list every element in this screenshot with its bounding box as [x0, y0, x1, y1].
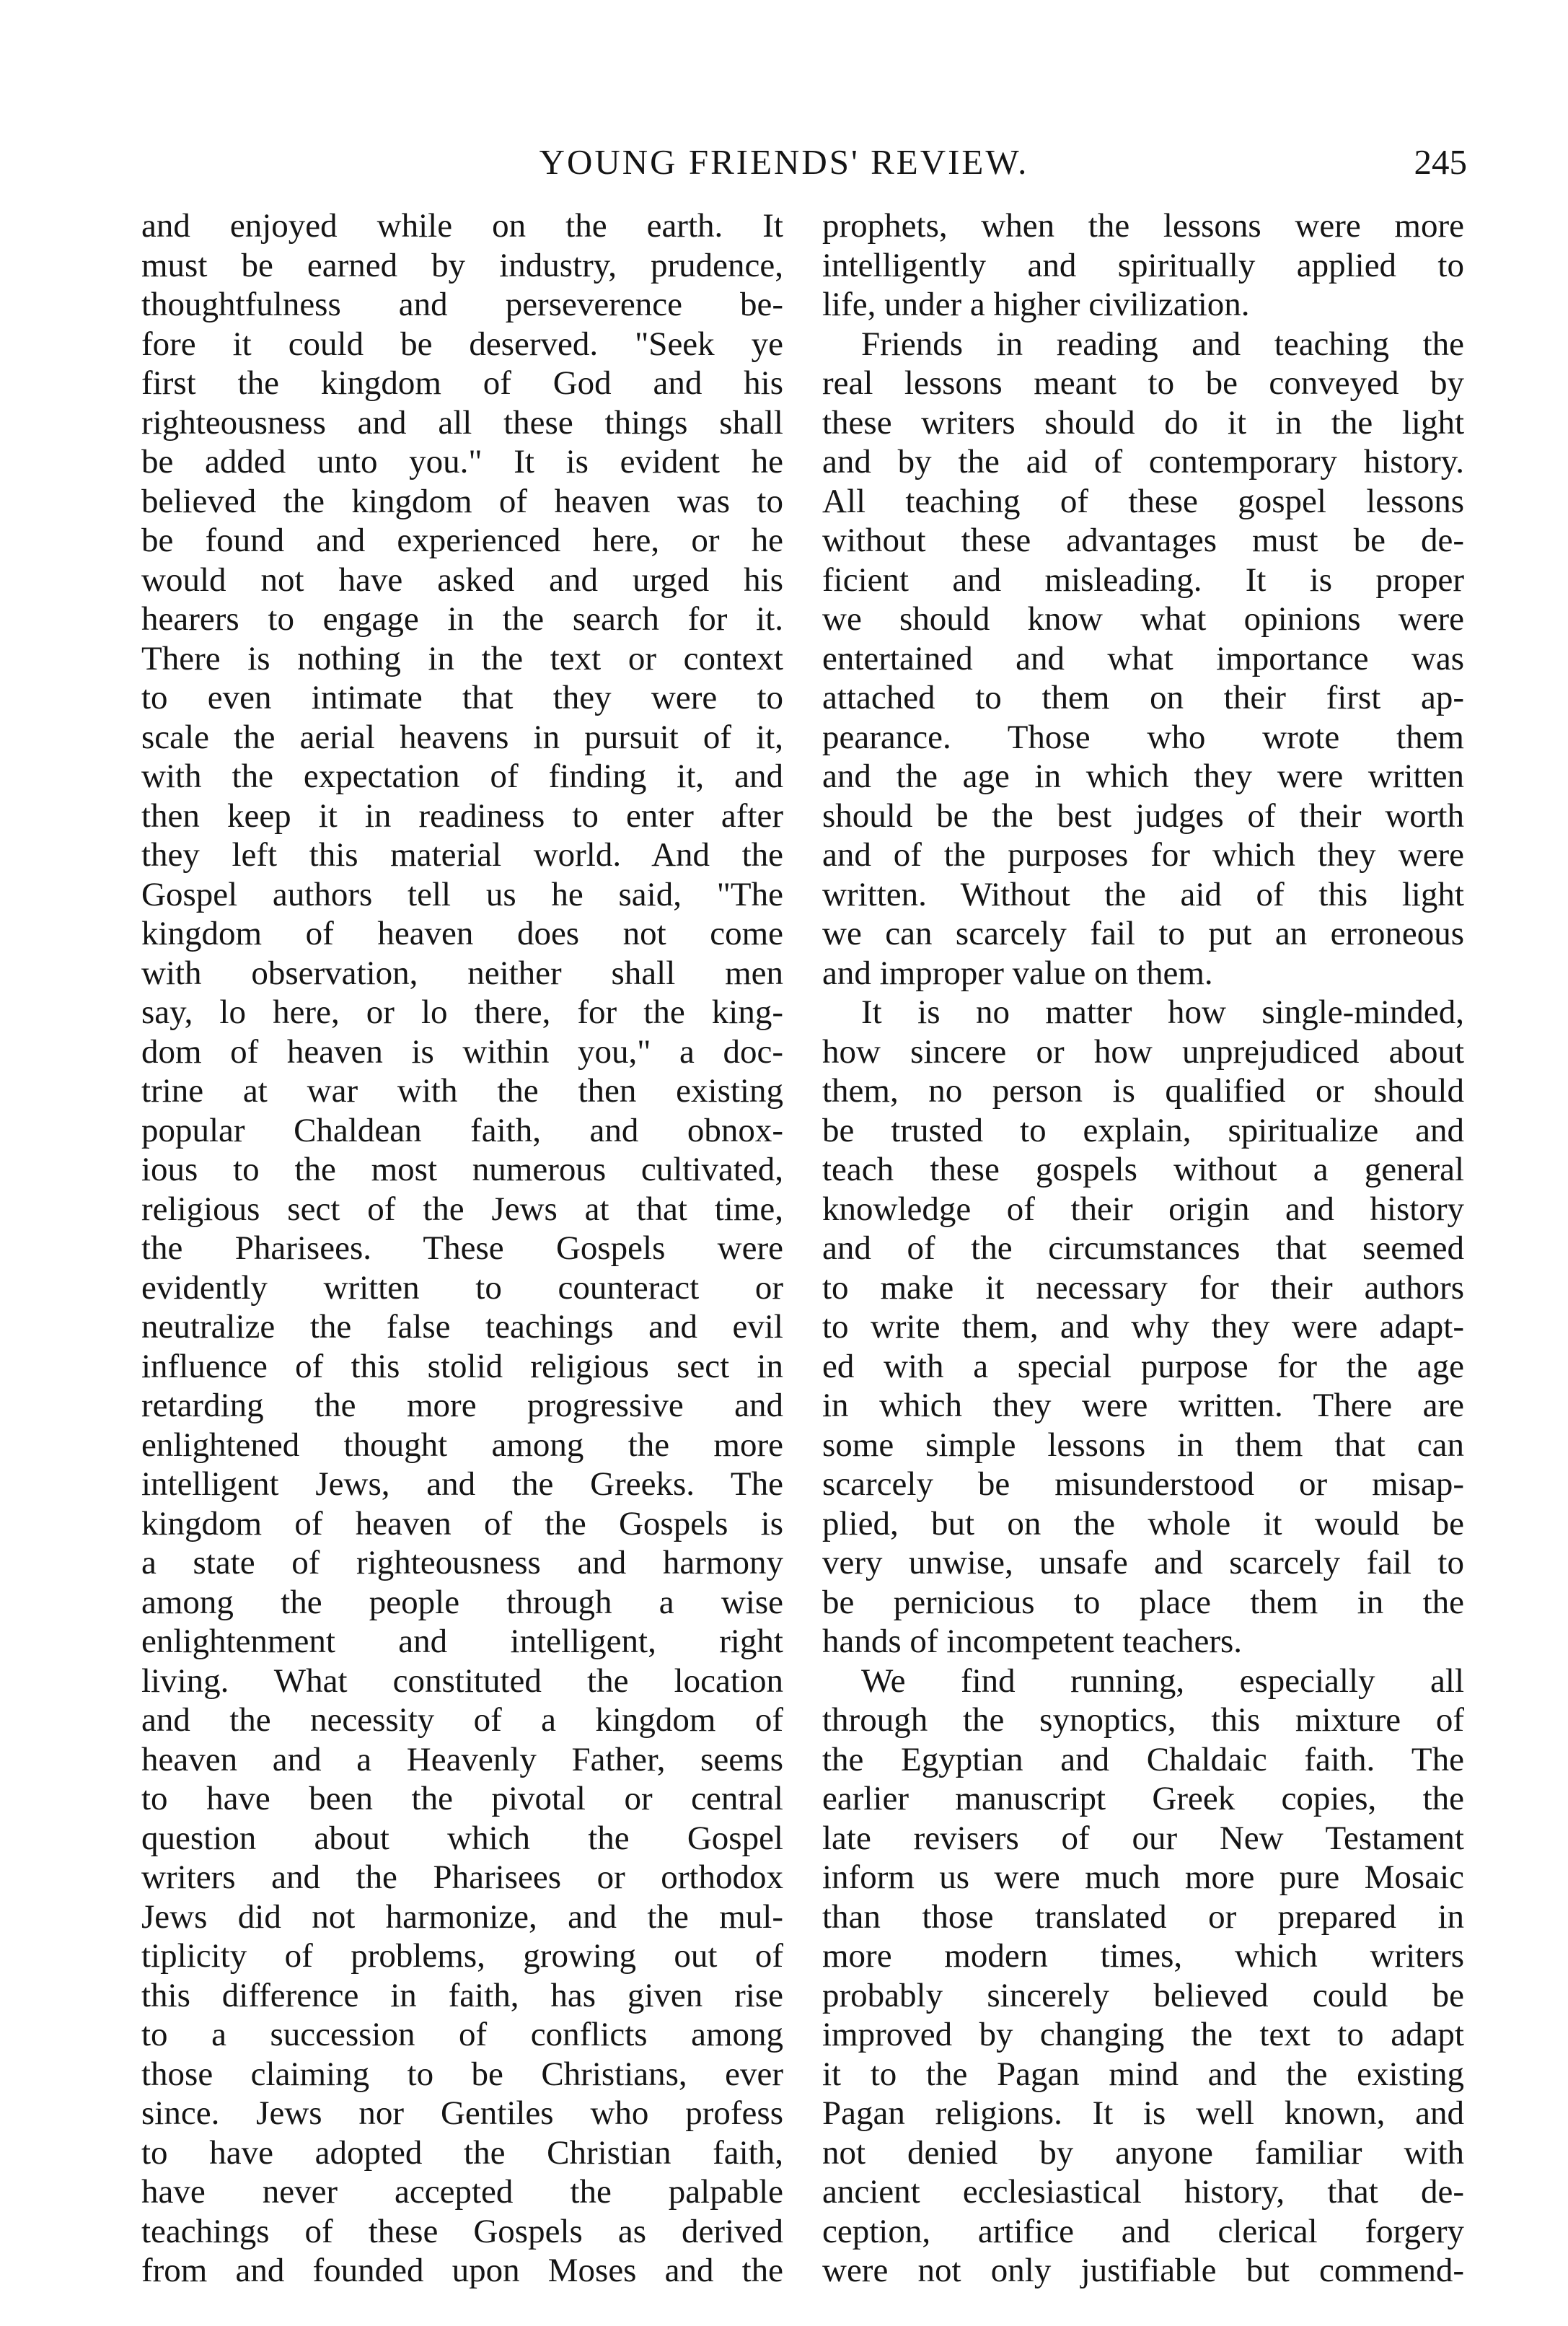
text-line: with the expectation of finding it, and — [141, 758, 783, 795]
text-line: to even intimate that they were to — [141, 679, 783, 716]
text-line: and of the circumstances that seemed — [822, 1229, 1464, 1267]
text-line: those claiming to be Christians, ever — [141, 2055, 783, 2093]
text-line: popular Chaldean faith, and obnox- — [141, 1111, 783, 1149]
text-line: should be the best judges of their worth — [822, 796, 1464, 835]
paragraph-start-line: Friends in reading and teaching the — [861, 325, 1464, 363]
text-line: heaven and a Heavenly Father, seems — [141, 1740, 783, 1778]
text-line: and enjoyed while on the earth. It — [141, 207, 783, 245]
text-line: teachings of these Gospels as derived — [141, 2212, 783, 2250]
text-line: they left this material world. And the — [141, 836, 783, 874]
text-line: Jews did not harmonize, and the mul- — [141, 1897, 783, 1936]
paragraph-end-line: hands of incompetent teachers. — [822, 1623, 1243, 1660]
text-line: the Pharisees. These Gospels were — [141, 1229, 783, 1267]
text-line: say, lo here, or lo there, for the king- — [141, 993, 783, 1031]
text-line: thoughtfulness and perseverence be- — [141, 286, 783, 323]
text-line: tiplicity of problems, growing out of — [141, 1937, 783, 1975]
text-line: question about which the Gospel — [141, 1819, 783, 1857]
text-line: retarding the more progressive and — [141, 1387, 783, 1424]
text-line: late revisers of our New Testament — [822, 1819, 1464, 1857]
left-column — [141, 206, 783, 2291]
right-column — [822, 206, 1464, 2291]
text-line: influence of this stolid religious sect in — [141, 1347, 783, 1385]
text-line: to a succession of conflicts among — [141, 2016, 783, 2053]
text-line: be pernicious to place them in the — [822, 1583, 1464, 1621]
text-line: and by the aid of contemporary history. — [822, 443, 1464, 480]
text-line: earlier manuscript Greek copies, the — [822, 1780, 1464, 1817]
text-line: living. What constituted the location — [141, 1662, 783, 1700]
text-line: it to the Pagan mind and the existing — [822, 2055, 1464, 2093]
text-line: real lessons meant to be conveyed by — [822, 364, 1464, 402]
text-line: very unwise, unsafe and scarcely fail to — [822, 1544, 1464, 1581]
paragraph-start-line: We find running, especially all — [861, 1662, 1464, 1700]
text-line: ed with a special purpose for the age — [822, 1347, 1464, 1385]
text-line: ficient and misleading. It is proper — [822, 561, 1464, 599]
text-line: a state of righteousness and harmony — [141, 1544, 783, 1581]
text-line: intelligent Jews, and the Greeks. The — [141, 1465, 783, 1503]
text-line: enlightenment and intelligent, right — [141, 1623, 783, 1660]
text-line: improved by changing the text to adapt — [822, 2016, 1464, 2053]
text-line: kingdom of heaven does not come — [141, 915, 783, 952]
text-line: among the people through a wise — [141, 1583, 783, 1621]
text-line: ancient ecclesiastical history, that de- — [822, 2173, 1464, 2211]
text-line: these writers should do it in the light — [822, 403, 1464, 442]
text-line: more modern times, which writers — [822, 1937, 1464, 1975]
text-line: how sincere or how unprejudiced about — [822, 1032, 1464, 1071]
text-line: believed the kingdom of heaven was to — [141, 482, 783, 520]
text-line: and the age in which they were written — [822, 758, 1464, 795]
text-line: be added unto you." It is evident he — [141, 443, 783, 480]
text-line: Gospel authors tell us he said, "The — [141, 875, 783, 913]
text-line: to have adopted the Christian faith, — [141, 2133, 783, 2172]
text-line: trine at war with the then existing — [141, 1072, 783, 1110]
paragraph-end-line: life, under a higher civilization. — [822, 286, 1250, 323]
text-line: with observation, neither shall men — [141, 954, 783, 992]
text-line: in which they were written. There are — [822, 1387, 1464, 1424]
text-line: since. Jews nor Gentiles who profess — [141, 2094, 783, 2132]
text-line: Pagan religions. It is well known, and — [822, 2094, 1464, 2132]
text-line: enlightened thought among the more — [141, 1426, 783, 1464]
text-line: There is nothing in the text or context — [141, 639, 783, 677]
text-line: first the kingdom of God and his — [141, 364, 783, 402]
text-line: teach these gospels without a general — [822, 1151, 1464, 1188]
text-line: ception, artifice and clerical forgery — [822, 2212, 1464, 2250]
text-line: without these advantages must be de- — [822, 522, 1464, 559]
text-line: we should know what opinions were — [822, 600, 1464, 638]
text-line: from and founded upon Moses and the — [141, 2252, 783, 2289]
page-number: 245 — [1414, 142, 1467, 182]
text-line: the Egyptian and Chaldaic faith. The — [822, 1740, 1464, 1778]
text-line: attached to them on their first ap- — [822, 679, 1464, 716]
text-line: then keep it in readiness to enter after — [141, 796, 783, 835]
text-line: intelligently and spiritually applied to — [822, 246, 1464, 284]
text-line: were not only justifiable but commend- — [822, 2252, 1464, 2289]
text-line: this difference in faith, has given rise — [141, 1976, 783, 2014]
text-line: some simple lessons in them that can — [822, 1426, 1464, 1464]
text-line: through the synoptics, this mixture of — [822, 1701, 1464, 1739]
text-line: than those translated or prepared in — [822, 1897, 1464, 1936]
text-line: written. Without the aid of this light — [822, 875, 1464, 913]
text-line: writers and the Pharisees or orthodox — [141, 1858, 783, 1896]
text-line: be found and experienced here, or he — [141, 522, 783, 559]
text-line: hearers to engage in the search for it. — [141, 600, 783, 638]
text-line: scarcely be misunderstood or misap- — [822, 1465, 1464, 1503]
text-line: would not have asked and urged his — [141, 561, 783, 599]
text-line: them, no person is qualified or should — [822, 1072, 1464, 1110]
text-line: scale the aerial heavens in pursuit of it, — [141, 718, 783, 756]
text-line: to have been the pivotal or central — [141, 1780, 783, 1817]
text-line: not denied by anyone familiar with — [822, 2133, 1464, 2172]
text-line: be trusted to explain, spiritualize and — [822, 1111, 1464, 1149]
text-line: neutralize the false teachings and evil — [141, 1308, 783, 1346]
text-line: knowledge of their origin and history — [822, 1190, 1464, 1228]
text-line: entertained and what importance was — [822, 639, 1464, 677]
text-line: to write them, and why they were adapt- — [822, 1308, 1464, 1346]
paragraph-start-line: It is no matter how single-minded, — [861, 993, 1464, 1031]
journal-title: YOUNG FRIENDS' REVIEW. — [539, 142, 1029, 182]
text-line: pearance. Those who wrote them — [822, 718, 1464, 756]
text-line: and of the purposes for which they were — [822, 836, 1464, 874]
text-line: prophets, when the lessons were more — [822, 207, 1464, 245]
text-line: kingdom of heaven of the Gospels is — [141, 1504, 783, 1542]
running-head — [0, 139, 1568, 186]
text-line: dom of heaven is within you," a doc- — [141, 1032, 783, 1071]
text-line: we can scarcely fail to put an erroneous — [822, 915, 1464, 952]
text-line: have never accepted the palpable — [141, 2173, 783, 2211]
text-line: probably sincerely believed could be — [822, 1976, 1464, 2014]
text-line: evidently written to counteract or — [141, 1268, 783, 1307]
text-line: righteousness and all these things shall — [141, 403, 783, 442]
text-line: religious sect of the Jews at that time, — [141, 1190, 783, 1228]
text-line: plied, but on the whole it would be — [822, 1504, 1464, 1542]
text-line: ious to the most numerous cultivated, — [141, 1151, 783, 1188]
text-line: All teaching of these gospel lessons — [822, 482, 1464, 520]
text-line: inform us were much more pure Mosaic — [822, 1858, 1464, 1896]
text-line: fore it could be deserved. "Seek ye — [141, 325, 783, 363]
text-line: to make it necessary for their authors — [822, 1268, 1464, 1307]
text-line: and the necessity of a kingdom of — [141, 1701, 783, 1739]
text-line: must be earned by industry, prudence, — [141, 246, 783, 284]
paragraph-end-line: and improper value on them. — [822, 954, 1213, 992]
